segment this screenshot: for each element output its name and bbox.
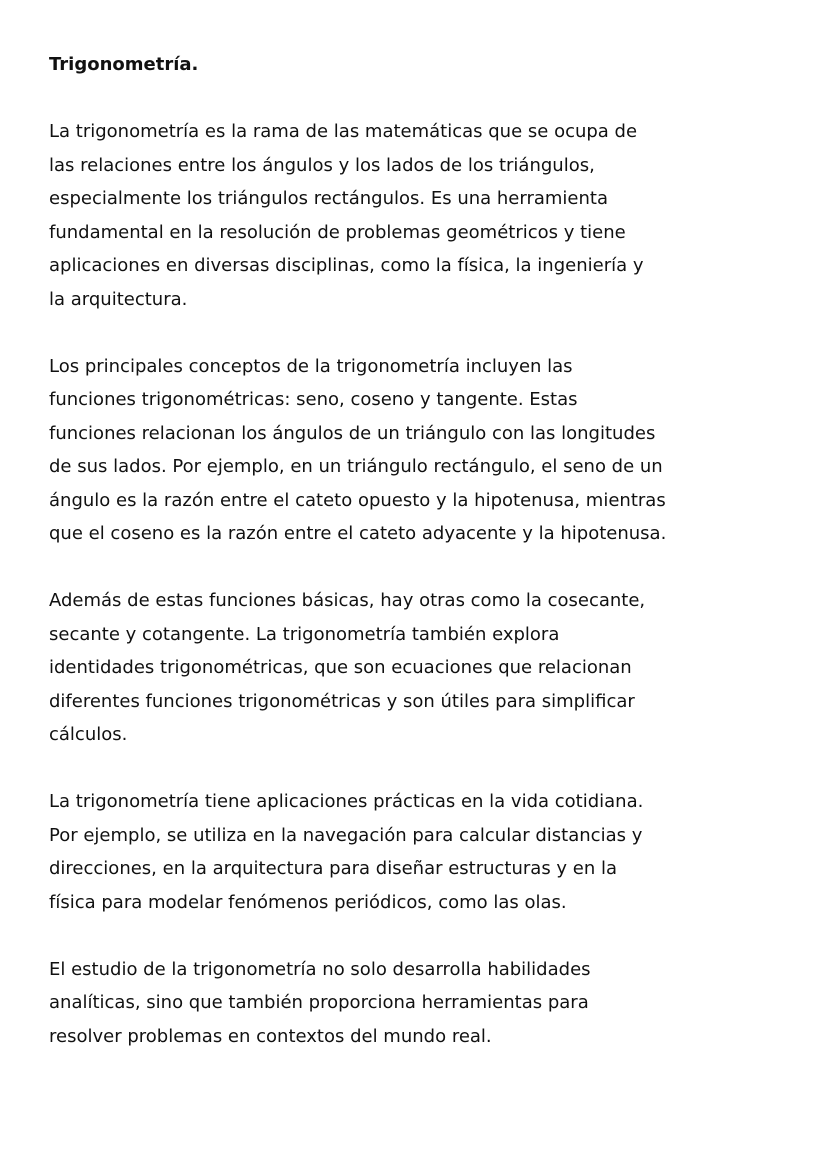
paragraph-line: de sus lados. Por ejemplo, en un triángulo rectángulo, el seno de un [49,456,663,477]
document-page [49,48,749,1053]
spacer [49,919,749,953]
spacer [49,551,749,585]
paragraph-line: aplicaciones en diversas disciplinas, como la física, la ingeniería y [49,255,644,276]
paragraph-1 [49,115,749,316]
paragraph-line: Además de estas funciones básicas, hay otras como la cosecante, [49,590,646,611]
paragraph-2 [49,350,749,551]
paragraph-line: El estudio de la trigonometría no solo desarrolla habilidades [49,958,591,980]
paragraph-line: la arquitectura. [49,288,188,310]
paragraph-3 [49,584,749,752]
paragraph-line: direcciones, en la arquitectura para diseñar estructuras y en la [49,858,618,879]
paragraph-line: La trigonometría es la rama de las matemáticas que se ocupa de [49,121,638,142]
paragraph-line: especialmente los triángulos rectángulos. Es una herramienta [49,188,608,209]
paragraph-line: resolver problemas en contextos del mundo real. [49,1025,492,1047]
paragraph-line: ángulo es la razón entre el cateto opuesto y la hipotenusa, mientras [49,489,666,511]
spacer [49,752,749,786]
paragraph-line: funciones trigonométricas: seno, coseno y tangente. Estas [49,389,578,410]
paragraph-line: identidades trigonométricas, que son ecuaciones que relacionan [49,657,632,678]
paragraph-line: diferentes funciones trigonométricas y son útiles para simplificar [49,690,635,712]
paragraph-line: cálculos. [49,724,128,745]
paragraph-line: física para modelar fenómenos periódicos, como las olas. [49,891,567,913]
spacer [49,82,749,116]
paragraph-line: que el coseno es la razón entre el cateto adyacente y la hipotenusa. [49,523,667,544]
document-title: Trigonometría. [49,54,199,75]
paragraph-line: secante y cotangente. La trigonometría también explora [49,623,560,645]
paragraph-line: fundamental en la resolución de problemas geométricos y tiene [49,221,626,243]
paragraph-5 [49,953,749,1054]
paragraph-line: Los principales conceptos de la trigonometría incluyen las [49,355,573,377]
paragraph-line: analíticas, sino que también proporciona herramientas para [49,992,589,1013]
paragraph-line: Por ejemplo, se utiliza en la navegación para calcular distancias y [49,824,643,846]
spacer [49,316,749,350]
paragraph-4 [49,785,749,919]
paragraph-line: las relaciones entre los ángulos y los lados de los triángulos, [49,154,595,176]
paragraph-line: La trigonometría tiene aplicaciones prácticas en la vida cotidiana. [49,791,644,812]
paragraph-line: funciones relacionan los ángulos de un triángulo con las longitudes [49,422,656,444]
